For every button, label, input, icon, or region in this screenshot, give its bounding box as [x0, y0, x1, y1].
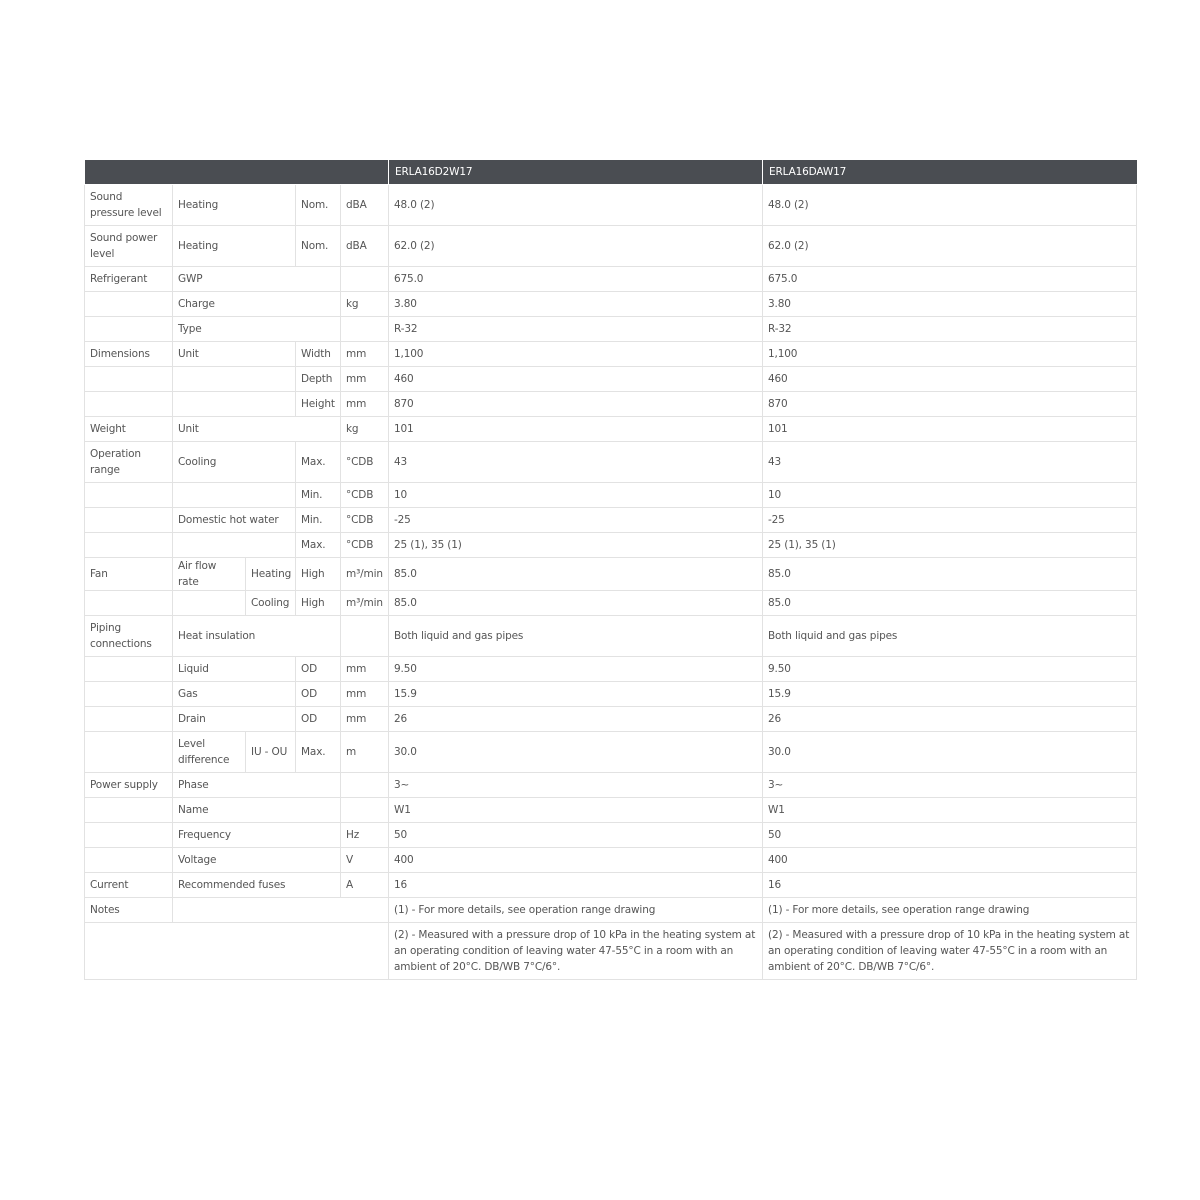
row-label	[85, 392, 173, 417]
row-unit: mm	[341, 682, 389, 707]
row-sub-label: Voltage	[173, 848, 341, 873]
value-model-b: W1	[763, 798, 1137, 823]
table-row	[85, 707, 1137, 732]
row-sub-label: Phase	[173, 773, 341, 798]
value-model-a: 675.0	[389, 267, 763, 292]
value-model-b: 400	[763, 848, 1137, 873]
table-row	[85, 873, 1137, 898]
value-model-b: 1,100	[763, 342, 1137, 367]
row-sub-label: Name	[173, 798, 341, 823]
row-label	[85, 591, 173, 616]
value-model-b: Both liquid and gas pipes	[763, 616, 1137, 657]
row-sub-label: GWP	[173, 267, 341, 292]
value-model-b: 50	[763, 823, 1137, 848]
row-label: Power supply	[85, 773, 173, 798]
table-row	[85, 898, 1137, 923]
table-row	[85, 823, 1137, 848]
row-qualifier: OD	[296, 682, 341, 707]
table-row	[85, 558, 1137, 591]
row-sub-label: Domestic hot water	[173, 508, 296, 533]
row-qualifier: Max.	[296, 732, 341, 773]
row-qualifier: Width	[296, 342, 341, 367]
row-unit: °CDB	[341, 483, 389, 508]
value-model-a: 26	[389, 707, 763, 732]
table-row	[85, 657, 1137, 682]
row-sub-label: Gas	[173, 682, 296, 707]
value-model-b: 43	[763, 442, 1137, 483]
row-sub-label: Recommended fuses	[173, 873, 341, 898]
row-label	[85, 923, 389, 980]
value-model-b: 62.0 (2)	[763, 226, 1137, 267]
value-model-a: 15.9	[389, 682, 763, 707]
value-model-a: 3.80	[389, 292, 763, 317]
row-unit	[341, 616, 389, 657]
row-unit	[341, 317, 389, 342]
row-sub-label: Heating	[173, 226, 296, 267]
row-qualifier: Nom.	[296, 226, 341, 267]
row-sub-label: Unit	[173, 342, 296, 367]
row-sub-label	[173, 392, 296, 417]
row-sub-label: Heating	[173, 185, 296, 226]
value-model-a: 30.0	[389, 732, 763, 773]
row-label: Operation range	[85, 442, 173, 483]
row-label	[85, 533, 173, 558]
table-row	[85, 798, 1137, 823]
model-a-header: ERLA16D2W17	[389, 160, 763, 185]
row-sub-label: Heat insulation	[173, 616, 341, 657]
row-sub-label	[173, 483, 296, 508]
row-qualifier: OD	[296, 707, 341, 732]
table-row	[85, 682, 1137, 707]
row-label: Piping connections	[85, 616, 173, 657]
row-qualifier: Depth	[296, 367, 341, 392]
row-label	[85, 292, 173, 317]
value-model-b: 101	[763, 417, 1137, 442]
row-mode: Heating	[246, 558, 296, 591]
row-unit: mm	[341, 342, 389, 367]
value-model-a: 870	[389, 392, 763, 417]
value-model-b: 460	[763, 367, 1137, 392]
value-model-b: 3~	[763, 773, 1137, 798]
value-model-b: 9.50	[763, 657, 1137, 682]
row-unit: dBA	[341, 185, 389, 226]
row-unit: V	[341, 848, 389, 873]
row-sub-label: Unit	[173, 417, 341, 442]
table-row	[85, 185, 1137, 226]
row-unit: m³/min	[341, 591, 389, 616]
value-model-b: 675.0	[763, 267, 1137, 292]
value-model-a: 10	[389, 483, 763, 508]
row-sub-label: Charge	[173, 292, 341, 317]
row-label: Fan	[85, 558, 173, 591]
table-row	[85, 848, 1137, 873]
value-model-a: 400	[389, 848, 763, 873]
row-sub-label: Drain	[173, 707, 296, 732]
value-model-a: 85.0	[389, 558, 763, 591]
row-label: Notes	[85, 898, 173, 923]
value-model-b: -25	[763, 508, 1137, 533]
row-qualifier: Height	[296, 392, 341, 417]
row-label: Sound power level	[85, 226, 173, 267]
value-model-a: 460	[389, 367, 763, 392]
row-label	[85, 657, 173, 682]
note-model-b: (2) - Measured with a pressure drop of 10 kPa in the heating system at an operating condition of leaving water 47-55°C in a room with an ambient of 20°C. DB/WB 7°C/6°.	[763, 923, 1137, 980]
value-model-a: 25 (1), 35 (1)	[389, 533, 763, 558]
value-model-a: 101	[389, 417, 763, 442]
row-label	[85, 317, 173, 342]
table-row	[85, 317, 1137, 342]
row-qualifier: High	[296, 558, 341, 591]
model-b-header: ERLA16DAW17	[763, 160, 1137, 185]
table-row	[85, 591, 1137, 616]
row-qualifier: Max.	[296, 442, 341, 483]
value-model-a: 62.0 (2)	[389, 226, 763, 267]
value-model-a: Both liquid and gas pipes	[389, 616, 763, 657]
value-model-a: 16	[389, 873, 763, 898]
row-sub-label: Cooling	[173, 442, 296, 483]
row-unit: °CDB	[341, 508, 389, 533]
row-label	[85, 367, 173, 392]
row-unit: m	[341, 732, 389, 773]
table-row	[85, 226, 1137, 267]
table-row	[85, 292, 1137, 317]
row-unit	[341, 267, 389, 292]
row-unit	[341, 773, 389, 798]
row-qualifier: Min.	[296, 508, 341, 533]
row-unit: °CDB	[341, 533, 389, 558]
row-label	[85, 732, 173, 773]
row-qualifier: OD	[296, 657, 341, 682]
row-unit: m³/min	[341, 558, 389, 591]
row-sub-label: Type	[173, 317, 341, 342]
value-model-b: R-32	[763, 317, 1137, 342]
table-row	[85, 773, 1137, 798]
row-label: Sound pressure level	[85, 185, 173, 226]
value-model-b: 26	[763, 707, 1137, 732]
table-row	[85, 342, 1137, 367]
row-unit	[341, 798, 389, 823]
table-row	[85, 442, 1137, 483]
row-sub-label: Level difference	[173, 732, 246, 773]
row-label: Weight	[85, 417, 173, 442]
table-row	[85, 923, 1137, 980]
row-sub-label	[173, 367, 296, 392]
row-mode: IU - OU	[246, 732, 296, 773]
row-label	[85, 823, 173, 848]
row-label	[85, 483, 173, 508]
table-row	[85, 616, 1137, 657]
value-model-b: 48.0 (2)	[763, 185, 1137, 226]
row-sub-label	[173, 591, 246, 616]
row-qualifier: Max.	[296, 533, 341, 558]
row-unit: mm	[341, 367, 389, 392]
note-model-a: (1) - For more details, see operation range drawing	[389, 898, 763, 923]
value-model-a: 43	[389, 442, 763, 483]
row-label: Current	[85, 873, 173, 898]
table-row	[85, 267, 1137, 292]
table-header-row	[85, 160, 1137, 185]
row-unit: mm	[341, 392, 389, 417]
value-model-a: 1,100	[389, 342, 763, 367]
row-unit: °CDB	[341, 442, 389, 483]
value-model-b: 85.0	[763, 591, 1137, 616]
row-qualifier: Min.	[296, 483, 341, 508]
row-unit: mm	[341, 657, 389, 682]
row-label	[85, 848, 173, 873]
value-model-a: 85.0	[389, 591, 763, 616]
table-row	[85, 533, 1137, 558]
value-model-b: 16	[763, 873, 1137, 898]
row-sub-label: Frequency	[173, 823, 341, 848]
table-row	[85, 392, 1137, 417]
note-model-a: (2) - Measured with a pressure drop of 10 kPa in the heating system at an operating condition of leaving water 47-55°C in a room with an ambient of 20°C. DB/WB 7°C/6°.	[389, 923, 763, 980]
spec-table	[84, 160, 1137, 980]
value-model-b: 15.9	[763, 682, 1137, 707]
value-model-b: 25 (1), 35 (1)	[763, 533, 1137, 558]
row-label	[85, 508, 173, 533]
value-model-b: 870	[763, 392, 1137, 417]
row-qualifier: Nom.	[296, 185, 341, 226]
row-mode: Cooling	[246, 591, 296, 616]
row-unit: dBA	[341, 226, 389, 267]
row-label: Refrigerant	[85, 267, 173, 292]
value-model-b: 85.0	[763, 558, 1137, 591]
row-label: Dimensions	[85, 342, 173, 367]
value-model-a: 3~	[389, 773, 763, 798]
table-row	[85, 508, 1137, 533]
value-model-a: W1	[389, 798, 763, 823]
value-model-a: 9.50	[389, 657, 763, 682]
value-model-a: 50	[389, 823, 763, 848]
header-blank-cell	[85, 160, 389, 185]
table-row	[85, 483, 1137, 508]
row-unit: mm	[341, 707, 389, 732]
value-model-a: R-32	[389, 317, 763, 342]
row-sub-label: Liquid	[173, 657, 296, 682]
row-unit: A	[341, 873, 389, 898]
row-sub-label	[173, 898, 389, 923]
row-qualifier: High	[296, 591, 341, 616]
value-model-a: -25	[389, 508, 763, 533]
row-unit: kg	[341, 417, 389, 442]
note-model-b: (1) - For more details, see operation range drawing	[763, 898, 1137, 923]
value-model-a: 48.0 (2)	[389, 185, 763, 226]
table-row	[85, 417, 1137, 442]
row-label	[85, 798, 173, 823]
row-label	[85, 707, 173, 732]
value-model-b: 3.80	[763, 292, 1137, 317]
table-row	[85, 367, 1137, 392]
value-model-b: 10	[763, 483, 1137, 508]
row-unit: Hz	[341, 823, 389, 848]
row-sub-label: Air flow rate	[173, 558, 246, 591]
row-sub-label	[173, 533, 296, 558]
table-row	[85, 732, 1137, 773]
row-label	[85, 682, 173, 707]
value-model-b: 30.0	[763, 732, 1137, 773]
row-unit: kg	[341, 292, 389, 317]
